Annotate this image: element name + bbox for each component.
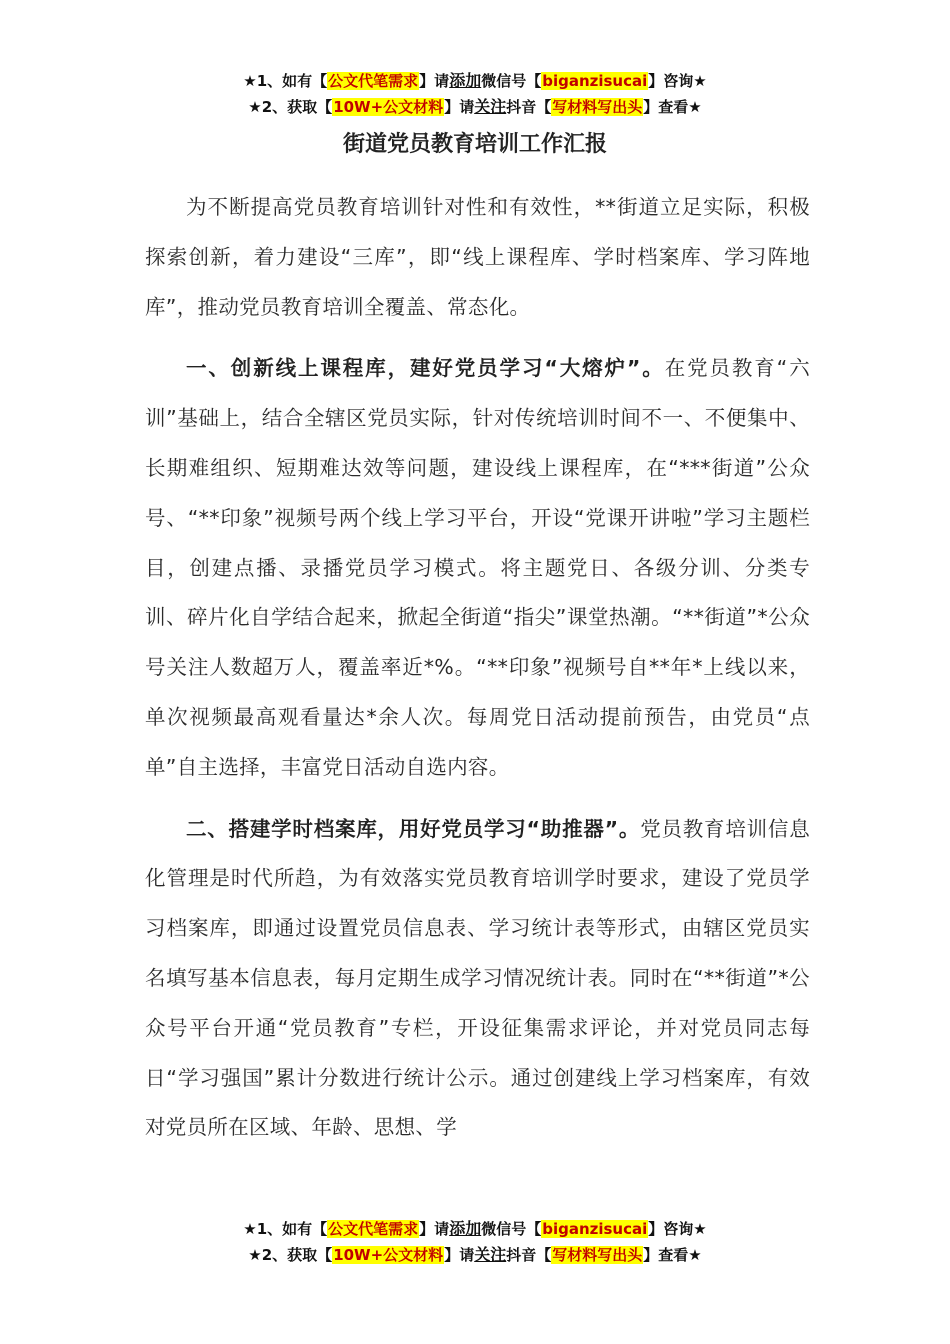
promo-banner-bottom: [0, 1216, 950, 1268]
promo-text: 】请: [419, 1220, 450, 1238]
section-1-paragraph: [145, 344, 810, 792]
promo-text: 微信号【: [481, 72, 542, 90]
section-2-body: 党员教育培训信息化管理是时代所趋，为有效落实党员教育培训学时要求，建设了党员学习档案库，即通过设置党员信息表、学习统计表等形式，由辖区党员实名填写基本信息表，每月定期生成学习情况统计表。同时在“**街道”*公众号平台开通“党员教育”专栏，开设征集需求评论，并对党员同志每日“学习强国”累计分数进行统计公示。通过创建线上学习档案库，有效对党员所在区域、年龄、思想、学: [145, 816, 810, 1140]
promo-text: 】咨询★: [648, 1220, 707, 1238]
promo-text: 微信号【: [481, 1220, 542, 1238]
promo-highlight: biganzisucai: [542, 1220, 648, 1238]
section-1-heading: 一、创新线上课程库，建好党员学习“大熔炉”。: [186, 356, 665, 381]
promo-highlight: 公文代笔需求: [328, 1220, 419, 1238]
promo-text: 抖音【: [506, 98, 552, 116]
promo-line-2: [0, 1242, 950, 1268]
promo-emphasis: 关注: [474, 97, 507, 116]
promo-text: 】查看★: [643, 98, 702, 116]
promo-text: 抖音【: [506, 1246, 552, 1264]
promo-text: 】咨询★: [648, 72, 707, 90]
document-title: 街道党员教育培训工作汇报: [342, 132, 607, 157]
promo-highlight: 公文代笔需求: [328, 72, 419, 90]
promo-emphasis: 关注: [474, 1245, 507, 1264]
promo-emphasis: 添加: [449, 1219, 482, 1238]
section-2-heading: 二、搭建学时档案库，用好党员学习“助推器”。: [186, 816, 641, 841]
promo-text: 】请: [419, 72, 450, 90]
promo-highlight: biganzisucai: [542, 72, 648, 90]
intro-paragraph: 为不断提高党员教育培训针对性和有效性，**街道立足实际，积极探索创新，着力建设“三库”，即“线上课程库、学时档案库、学习阵地库”，推动党员教育培训全覆盖、常态化。: [145, 195, 810, 319]
promo-text: ★2、获取【: [248, 98, 333, 116]
section-1-body: 在党员教育“六训”基础上，结合全辖区党员实际，针对传统培训时间不一、不便集中、长期难组织、短期难达效等问题，建设线上课程库，在“***街道”公众号、“**印象”视频号两个线上学习平台，开设“党课开讲啦”学习主题栏目，创建点播、录播党员学习模式。将主题党日、各级分训、分类专训、碎片化自学结合起来，掀起全街道“指尖”课堂热潮。“**街道”*公众号关注人数超万人，覆盖率近*%。“**印象”视频号自**年*上线以来，单次视频最高观看量达*余人次。每周党日活动提前预告，由党员“点单”自主选择，丰富党日活动自选内容。: [145, 356, 810, 779]
promo-line-2: [0, 94, 950, 120]
promo-highlight: 10W+公文材料: [333, 98, 444, 116]
promo-highlight: 10W+公文材料: [333, 1246, 444, 1264]
promo-text: 】查看★: [643, 1246, 702, 1264]
promo-highlight: 写材料写出头: [552, 98, 643, 116]
promo-text: ★2、获取【: [248, 1246, 333, 1264]
section-2-paragraph: [145, 805, 810, 1154]
document-body: [145, 183, 810, 1165]
promo-highlight: 写材料写出头: [552, 1246, 643, 1264]
promo-text: 】请: [444, 98, 475, 116]
promo-text: ★1、如有【: [243, 72, 328, 90]
promo-banner-top: [0, 68, 950, 120]
promo-text: 】请: [444, 1246, 475, 1264]
promo-line-1: [0, 1216, 950, 1242]
promo-text: ★1、如有【: [243, 1220, 328, 1238]
promo-line-1: [0, 68, 950, 94]
promo-emphasis: 添加: [449, 71, 482, 90]
